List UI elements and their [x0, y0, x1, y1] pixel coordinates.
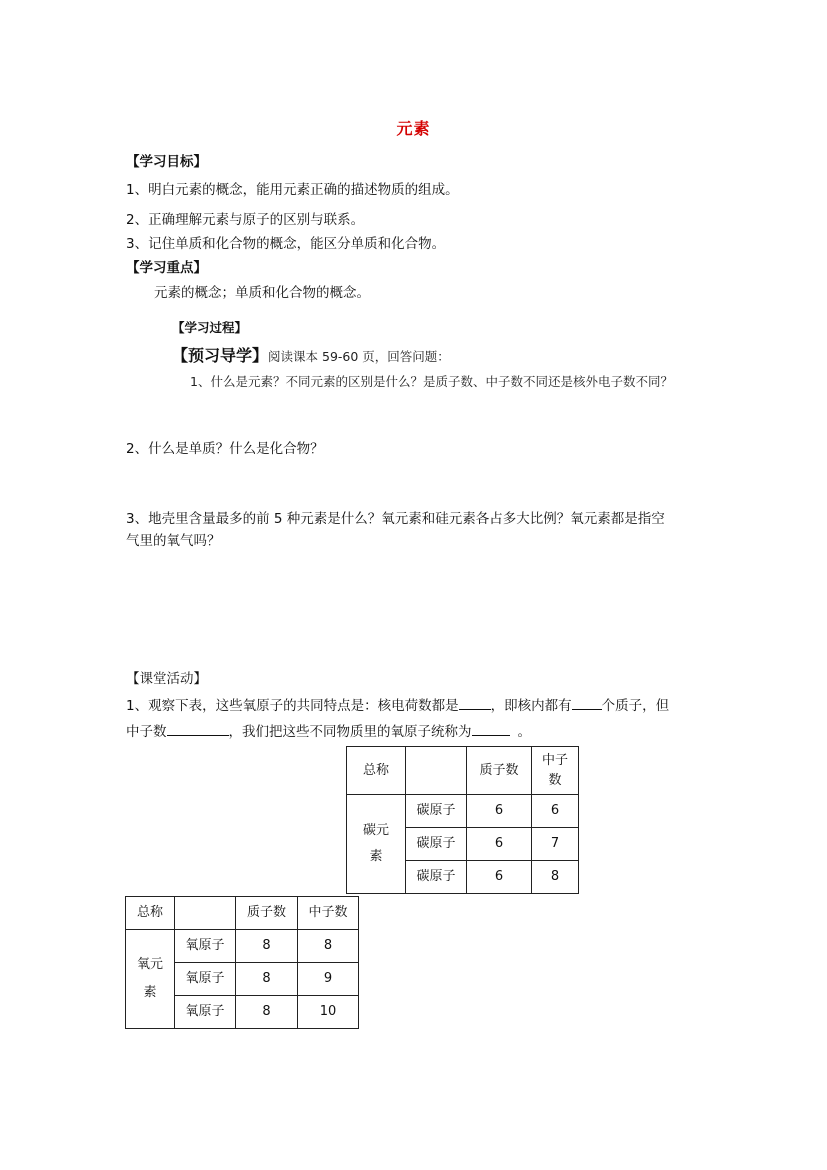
header-cell: 总称 [126, 897, 175, 930]
group-cell-text: 碳元素 [362, 823, 389, 864]
preview-heading: 【预习导学】 [172, 346, 269, 365]
group-cell [347, 795, 406, 894]
header-cell: 总称 [347, 747, 406, 795]
table-row [126, 897, 359, 930]
neutrons-cell: 9 [298, 963, 359, 996]
atom-name-cell: 氧原子 [175, 996, 236, 1029]
header-cell: 质子数 [236, 897, 298, 930]
focus-text: 元素的概念；单质和化合物的概念。 [154, 285, 370, 301]
activity-text: 1、观察下表，这些氧原子的共同特点是：核电荷数都是 [126, 698, 459, 714]
neutrons-cell: 8 [298, 930, 359, 963]
atom-name-cell: 氧原子 [175, 930, 236, 963]
activity-text: 中子数 [126, 724, 167, 740]
group-cell-text: 氧元素 [136, 957, 163, 1000]
question-1: 1、什么是元素？不同元素的区别是什么？是质子数、中子数不同还是核外电子数不同？ [190, 374, 673, 389]
focus-heading: 【学习重点】 [126, 260, 207, 276]
protons-cell: 6 [467, 828, 532, 861]
atom-name-cell: 碳原子 [406, 828, 467, 861]
header-cell [406, 747, 467, 795]
activity-text: ，即核内都有 [490, 698, 572, 714]
protons-cell: 6 [467, 861, 532, 894]
preview-intro: 阅读课本 59-60 页，回答问题： [268, 349, 450, 364]
table-row [126, 930, 359, 963]
neutrons-cell: 7 [532, 828, 579, 861]
protons-cell: 6 [467, 795, 532, 828]
atom-name-cell: 碳原子 [406, 861, 467, 894]
activity-text: ，我们把这些不同物质里的氧原子统称为 [228, 724, 472, 740]
answer-blank[interactable] [459, 696, 491, 710]
process-heading: 【学习过程】 [172, 320, 248, 335]
preview-line [172, 343, 450, 366]
neutrons-cell: 8 [532, 861, 579, 894]
table-row [347, 747, 579, 795]
objective-item-1: 1、明白元素的概念，能用元素正确的描述物质的组成。 [126, 182, 459, 198]
header-cell [532, 747, 579, 795]
header-cell-text: 中子数 [541, 752, 568, 788]
question-2: 2、什么是单质？什么是化合物？ [126, 441, 324, 457]
activity-text: 个质子，但 [601, 698, 670, 714]
protons-cell: 8 [236, 963, 298, 996]
page-title: 元素 [396, 119, 431, 138]
objective-item-2: 2、正确理解元素与原子的区别与联系。 [126, 212, 365, 228]
activity-line-2 [126, 720, 531, 740]
activity-text: 。 [517, 724, 531, 740]
carbon-table [346, 746, 579, 894]
answer-blank[interactable] [572, 696, 602, 710]
table-row [347, 795, 579, 828]
answer-blank[interactable] [167, 722, 229, 736]
activity-line-1 [126, 694, 669, 714]
objective-item-3: 3、记住单质和化合物的概念，能区分单质和化合物。 [126, 236, 446, 252]
header-cell: 中子数 [298, 897, 359, 930]
question-3-line-2: 气里的氧气吗？ [126, 533, 221, 549]
group-cell [126, 930, 175, 1029]
protons-cell: 8 [236, 930, 298, 963]
header-cell: 质子数 [467, 747, 532, 795]
neutrons-cell: 10 [298, 996, 359, 1029]
objectives-heading: 【学习目标】 [126, 154, 207, 170]
question-3-line-1: 3、地壳里含量最多的前 5 种元素是什么？氧元素和硅元素各占多大比例？氧元素都是指空 [126, 511, 665, 527]
answer-blank[interactable] [472, 722, 510, 736]
atom-name-cell: 氧原子 [175, 963, 236, 996]
protons-cell: 8 [236, 996, 298, 1029]
activity-heading: 【课堂活动】 [126, 671, 207, 687]
neutrons-cell: 6 [532, 795, 579, 828]
oxygen-table [125, 896, 359, 1029]
header-cell [175, 897, 236, 930]
atom-name-cell: 碳原子 [406, 795, 467, 828]
